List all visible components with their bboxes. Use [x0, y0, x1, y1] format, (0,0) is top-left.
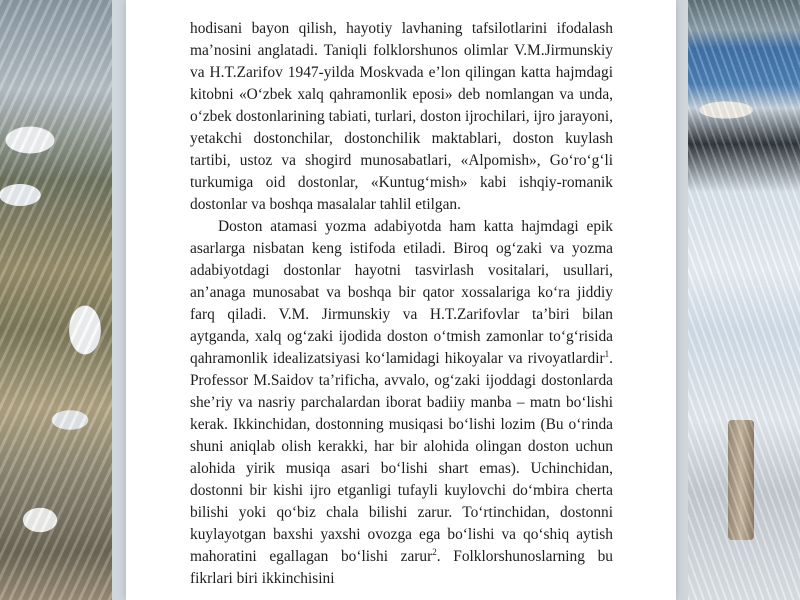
tree-trunk	[728, 420, 754, 540]
text-segment: hodisani bayon qilish, hayotiy lavhaning tafsilotlarini ifodalash ma’nosini anglatadi. Taniqli folklorshunos olimlar V.M.Jirmunskiy va H.T.Zarifov 1947-yilda Moskvada e’lon qilingan katta hajmdagi kitobni «O‘zbek xalq qahramonlik eposi» deb nomlangan va unda, o‘zbek dostonlarining tabiati, turlari, doston ijrochilari, ijro jarayoni, yetakchi dostonchilar, dostonchilik maktablari, doston kuylash tartibi, ustoz va shogird munosabatlari, «Alpomish», Go‘ro‘g‘li turkumiga oid dostonlar, «Kuntug‘mish» kabi ishqiy-romanik dostonlar va boshqa masalalar tahlil etilgan.	[190, 20, 613, 213]
paragraph-2	[190, 216, 613, 590]
snowy-landscape-right	[688, 0, 800, 600]
snowy-landscape-left	[0, 0, 112, 600]
body-text	[190, 18, 613, 590]
text-segment: Doston atamasi yozma adabiyotda ham katta hajmdagi epik asarlarga nisbatan keng istifoda etiladi. Biroq og‘zaki va yozma adabiyotdagi dostonlar hayotni tasvirlash vositalari, usullari, an’anaga munosabat va boshqa bir qator xossalariga ko‘ra jiddiy farq qiladi. V.M. Jirmunskiy va H.T.Zarifovlar ta’biri bilan aytganda, xalq og‘zaki ijodida doston o‘tmish zamonlar to‘g‘risida qahramonlik idealizatsiyasi ko‘lamidagi hikoyalar va rivoyatlardir	[190, 218, 613, 367]
book-page	[126, 0, 676, 600]
text-segment: . Professor M.Saidov ta’rificha, avvalo, og‘zaki ijoddagi dostonlarda she’riy va nasriy parchalardan iborat badiiy manba – matn bo‘lishi kerak. Ikkinchidan, dostonning musiqasi bo‘lishi lozim (Bu o‘rinda shuni aniqlab olish kerakki, har bir alohida olingan doston uchun alohida yirik musiqa asari bo‘lishi shart emas). Uchinchidan, dostonni bir kishi ijro etganligi tufayli kuylovchi do‘mbira cherta bilishi yoki qo‘biz chala bilishi zarur. To‘rtinchidan, dostonni kuylayotgan baxshi yaxshi ovozga ega bo‘lishi va qo‘shiq aytish mahoratini egallagan bo‘lishi zarur	[190, 350, 613, 565]
footnote-ref-2: 2	[432, 546, 437, 557]
footnote-ref-1: 1	[604, 348, 610, 359]
text-segment: . Folklorshunoslarning bu fikrlari biri ikkinchisini	[190, 548, 613, 587]
paragraph-1	[190, 18, 613, 216]
